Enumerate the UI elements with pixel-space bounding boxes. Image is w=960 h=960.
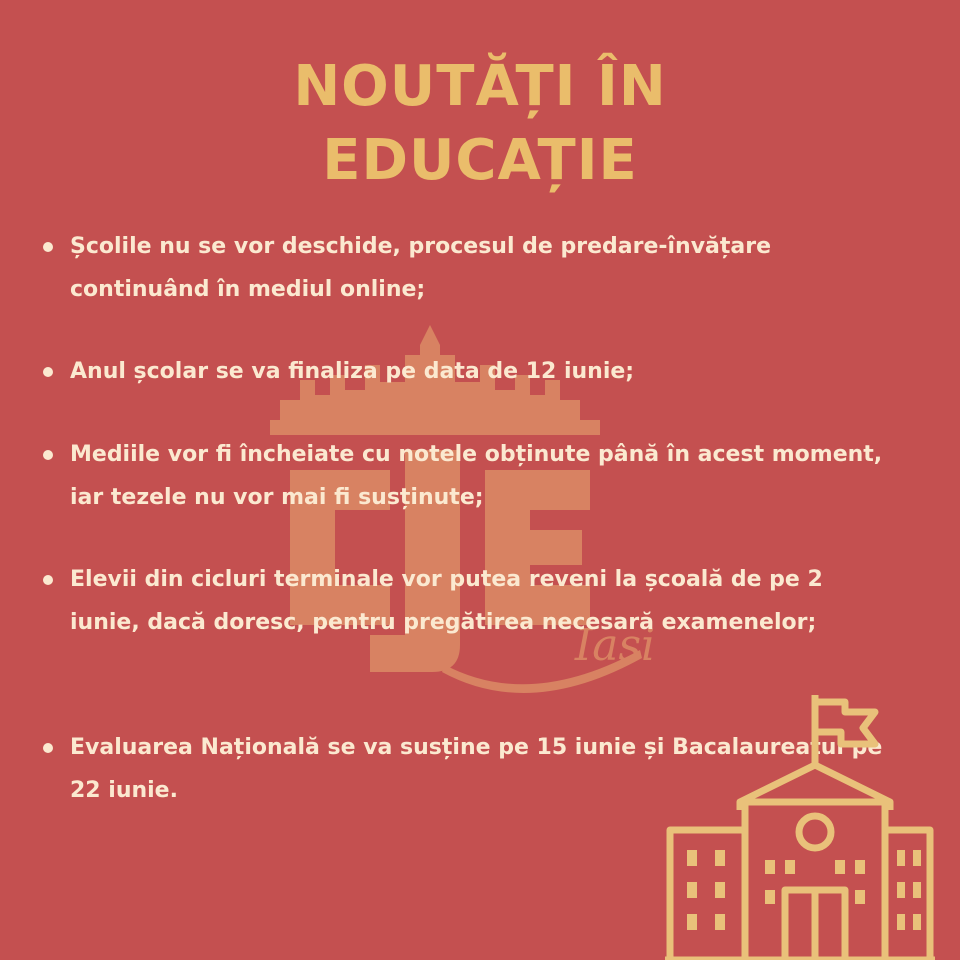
news-item-final-year-students: Elevii din cicluri terminale vor putea reveni la școală de pe 2 iunie, dacă doresc, pentru pregătirea necesară examenelor; (70, 558, 900, 644)
news-item-school-year-end: Anul școlar se va finaliza pe data de 12 iunie; (70, 350, 900, 393)
watermark-city-text: Iasi (574, 620, 656, 671)
title-line-2: EDUCAȚIE (322, 128, 638, 193)
news-item-schools-closed: Școlile nu se vor deschide, procesul de predare-învățare continuând în mediul online; (70, 225, 900, 311)
news-item-exam-dates: Evaluarea Națională se va susține pe 15 iunie și Bacalaureatul pe 22 iunie. (70, 726, 900, 812)
page-title (0, 50, 960, 198)
school-building-icon (665, 690, 935, 960)
title-line-1: NOUTĂȚI ÎN (293, 54, 667, 119)
news-item-grades-averages: Mediile vor fi încheiate cu notele obținute până în acest moment, iar tezele nu vor mai fi susținute; (70, 433, 900, 519)
